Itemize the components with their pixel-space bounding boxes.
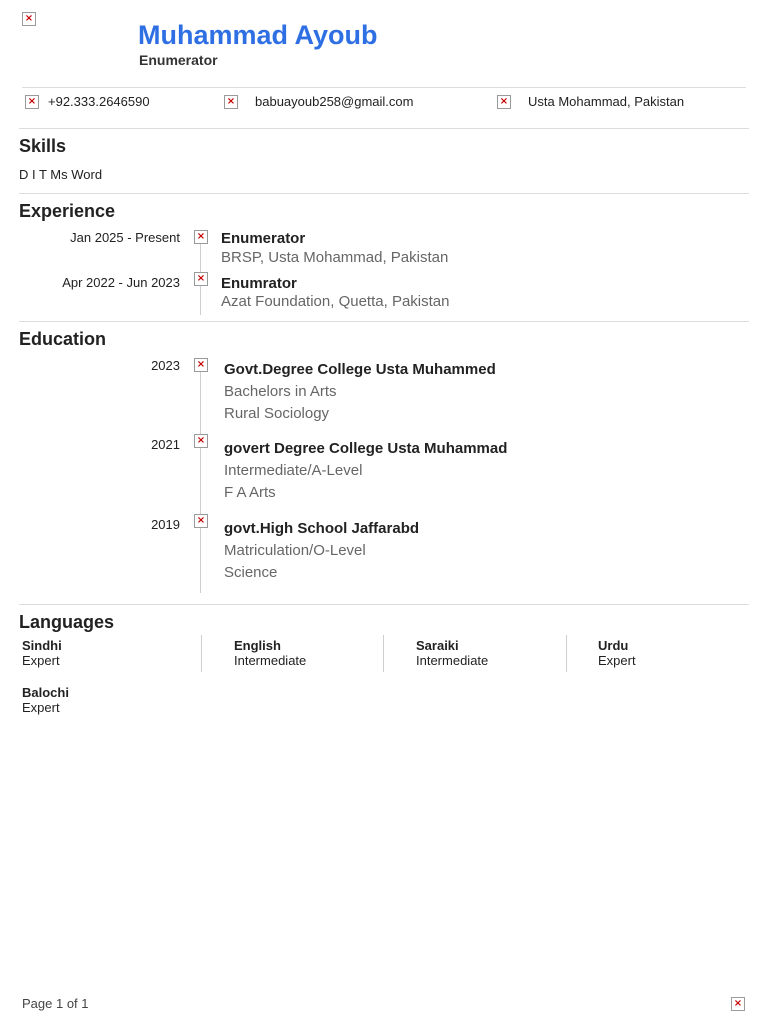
contact-location: Usta Mohammad, Pakistan [528, 94, 685, 109]
language-item [22, 685, 69, 715]
languages-heading: Languages [19, 612, 115, 632]
experience-marker-icon: × [194, 230, 208, 244]
language-level: Intermediate [234, 653, 307, 668]
language-item [22, 638, 62, 668]
education-school: govert Degree College Usta Muhammad [224, 440, 508, 457]
language-level: Expert [598, 653, 636, 668]
education-marker-icon: × [194, 514, 208, 528]
experience-marker-icon: × [194, 272, 208, 286]
experience-dates: Apr 2022 - Jun 2023 [62, 275, 180, 290]
email-broken-image-icon: × [224, 95, 238, 109]
page-number: Page 1 of 1 [22, 996, 89, 1011]
contact-email: babuayoub258@gmail.com [255, 94, 414, 109]
education-degree: Matriculation/O-Level [224, 542, 366, 559]
contact-divider [19, 128, 749, 129]
skills-divider [19, 193, 749, 194]
language-level: Expert [22, 700, 60, 715]
language-name: Saraiki [416, 638, 459, 653]
education-field: Rural Sociology [224, 405, 330, 422]
candidate-name: Muhammad Ayoub [138, 20, 378, 50]
education-marker-icon: × [194, 434, 208, 448]
experience-heading: Experience [19, 201, 116, 221]
experience-dates: Jan 2025 - Present [70, 230, 180, 245]
experience-company: BRSP, Usta Mohammad, Pakistan [221, 249, 449, 266]
language-item [598, 638, 636, 668]
language-item [416, 638, 488, 668]
contact-phone: +92.333.2646590 [48, 94, 150, 109]
education-degree: Bachelors in Arts [224, 383, 337, 400]
language-name: Balochi [22, 685, 69, 700]
language-name: English [234, 638, 281, 653]
language-separator [566, 635, 567, 672]
experience-title: Enumerator [221, 230, 306, 247]
experience-divider [19, 321, 749, 322]
profile-photo-broken-image-icon: × [22, 12, 36, 26]
skills-text: D I T Ms Word [19, 167, 103, 182]
skills-heading: Skills [19, 136, 67, 156]
location-broken-image-icon: × [497, 95, 511, 109]
candidate-role: Enumerator [139, 52, 218, 68]
language-name: Urdu [598, 638, 629, 653]
education-timeline [200, 365, 201, 593]
education-year: 2019 [151, 517, 180, 532]
education-school: Govt.Degree College Usta Muhammed [224, 361, 496, 378]
language-item [234, 638, 306, 668]
education-field: F A Arts [224, 484, 276, 501]
footer-broken-image-icon: × [731, 997, 745, 1011]
experience-company: Azat Foundation, Quetta, Pakistan [221, 293, 450, 310]
education-year: 2021 [151, 437, 180, 452]
education-heading: Education [19, 329, 107, 349]
education-divider [19, 604, 749, 605]
language-name: Sindhi [22, 638, 62, 653]
language-separator [383, 635, 384, 672]
phone-broken-image-icon: × [25, 95, 39, 109]
education-field: Science [224, 564, 278, 581]
education-marker-icon: × [194, 358, 208, 372]
education-year: 2023 [151, 358, 180, 373]
education-school: govt.High School Jaffarabd [224, 520, 420, 537]
header-divider [22, 87, 746, 88]
education-degree: Intermediate/A-Level [224, 462, 363, 479]
language-level: Expert [22, 653, 60, 668]
experience-title: Enumrator [221, 275, 297, 292]
language-level: Intermediate [416, 653, 489, 668]
language-separator [201, 635, 202, 672]
